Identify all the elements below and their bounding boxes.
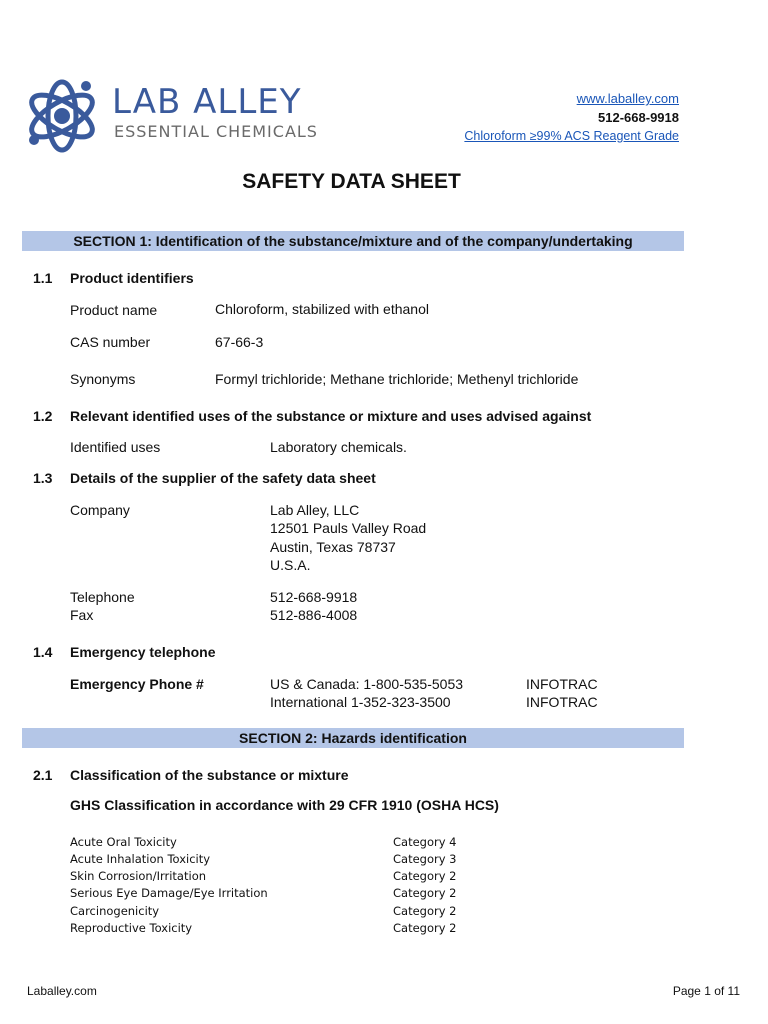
product-name-value: Chloroform, stabilized with ethanol (215, 301, 429, 317)
company-line: U.S.A. (270, 557, 311, 573)
subsection-number: 1.4 (33, 644, 53, 660)
hazard-name: Acute Inhalation Toxicity (70, 852, 211, 866)
section-2-bar: SECTION 2: Hazards identification (22, 728, 684, 748)
telephone-value: 512-668-9918 (270, 589, 358, 605)
hazard-category: Category 2 (393, 904, 457, 918)
company-line: Austin, Texas 78737 (270, 539, 396, 555)
section-1-bar: SECTION 1: Identification of the substance/mixture and of the company/undertaking (22, 231, 684, 251)
hazard-category: Category 2 (393, 886, 457, 900)
product-link[interactable]: Chloroform ≥99% ACS Reagent Grade (464, 129, 679, 143)
product-name-label: Product name (70, 302, 158, 318)
hazard-name: Acute Oral Toxicity (70, 835, 177, 849)
emergency-number: US & Canada: 1-800-535-5053 (270, 676, 464, 692)
identified-uses-label: Identified uses (70, 439, 161, 455)
cas-label: CAS number (70, 334, 151, 350)
cas-value: 67-66-3 (215, 334, 264, 350)
hazard-name: Reproductive Toxicity (70, 921, 193, 935)
hazard-name: Skin Corrosion/Irritation (70, 869, 207, 883)
hazard-category: Category 4 (393, 835, 457, 849)
telephone-label: Telephone (70, 589, 135, 605)
lab-alley-logo (24, 70, 324, 170)
subsection-number: 2.1 (33, 767, 53, 783)
subsection-heading: Emergency telephone (70, 644, 216, 660)
brand-name: LAB ALLEY (112, 82, 302, 122)
emergency-service: INFOTRAC (526, 676, 598, 692)
company-line: Lab Alley, LLC (270, 502, 360, 518)
website-link[interactable]: www.laballey.com (576, 91, 679, 106)
subsection-heading: Relevant identified uses of the substance or mixture and uses advised against (70, 408, 592, 424)
fax-label: Fax (70, 607, 94, 623)
subsection-heading: Product identifiers (70, 270, 194, 286)
emergency-number: International 1-352-323-3500 (270, 694, 451, 710)
document-title: SAFETY DATA SHEET (242, 170, 461, 193)
header-phone: 512-668-9918 (598, 110, 679, 125)
subsection-number: 1.2 (33, 408, 53, 424)
company-label: Company (70, 502, 130, 518)
company-line: 12501 Pauls Valley Road (270, 520, 427, 536)
synonyms-value: Formyl trichloride; Methane trichloride; Methenyl trichloride (215, 371, 579, 387)
hazard-name: Serious Eye Damage/Eye Irritation (70, 886, 268, 900)
hazard-name: Carcinogenicity (70, 904, 160, 918)
atom-icon (24, 70, 104, 160)
subsection-heading: Details of the supplier of the safety data sheet (70, 470, 376, 486)
subsection-heading: Classification of the substance or mixture (70, 767, 349, 783)
ghs-heading: GHS Classification in accordance with 29 CFR 1910 (OSHA HCS) (70, 797, 499, 813)
subsection-number: 1.3 (33, 470, 53, 486)
hazard-category: Category 2 (393, 921, 457, 935)
emergency-phone-label: Emergency Phone # (70, 676, 204, 692)
fax-value: 512-886-4008 (270, 607, 358, 623)
page-number: Page 1 of 11 (672, 984, 740, 998)
brand-subtitle: ESSENTIAL CHEMICALS (114, 122, 318, 141)
hazard-category: Category 3 (393, 852, 457, 866)
synonyms-label: Synonyms (70, 371, 136, 387)
identified-uses-value: Laboratory chemicals. (270, 439, 407, 455)
footer-site: Laballey.com (27, 984, 97, 998)
subsection-number: 1.1 (33, 270, 53, 286)
emergency-service: INFOTRAC (526, 694, 598, 710)
hazard-category: Category 2 (393, 869, 457, 883)
